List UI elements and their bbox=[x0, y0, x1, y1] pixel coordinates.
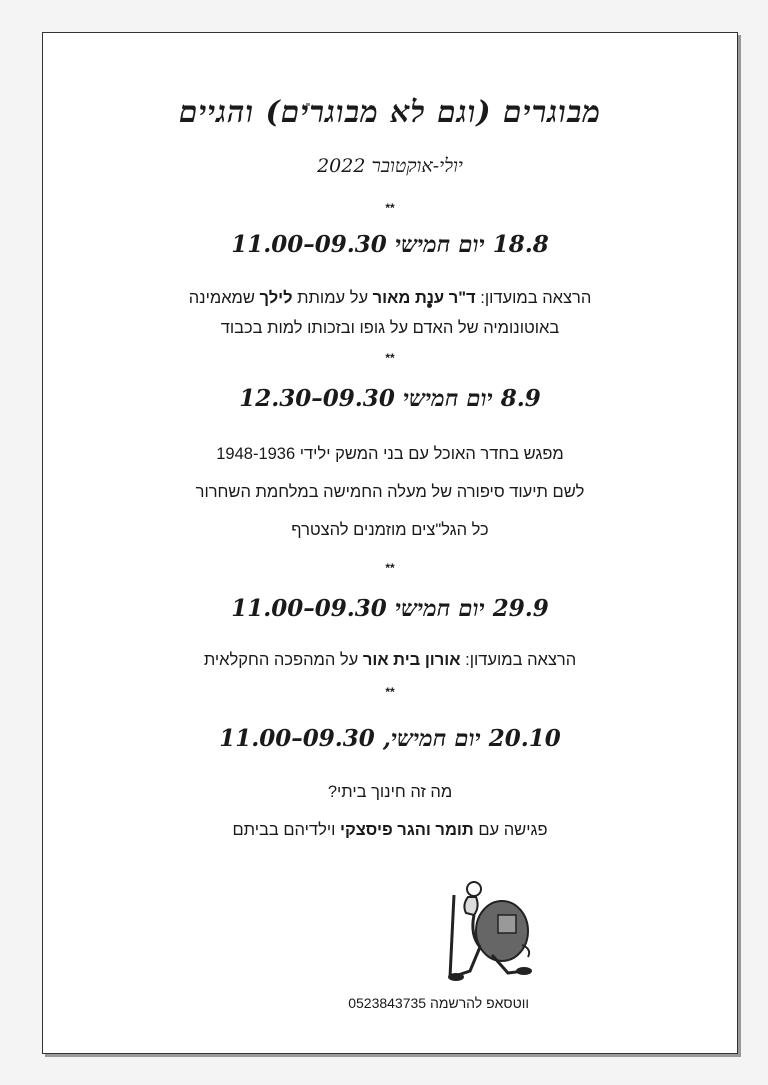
flyer-subtitle: יולי-אוקטובר 2022 bbox=[317, 155, 463, 177]
flyer-title: מבוגרים (וגם לא מבוגרים) והגיים bbox=[178, 95, 602, 130]
event-date: 20.10 יום חמישי, 09.30–11.00 bbox=[219, 725, 561, 752]
whatsapp-contact: ווטסאפ להרשמה 0523843735 bbox=[348, 995, 529, 1011]
event-description bbox=[43, 435, 737, 549]
text-line: פגישה עם תומר והגר פיסצקי וילדיהם בביתם bbox=[232, 821, 548, 839]
separator: ** bbox=[385, 685, 395, 699]
text-line: הרצאה במועדון: אורון בית אור על המהפכה החקלאית bbox=[203, 651, 577, 669]
text-line: מפגש בחדר האוכל עם בני המשק ילידי 1948-1936 bbox=[216, 445, 564, 463]
event-date: 8.9 יום חמישי 09.30–12.30 bbox=[239, 385, 541, 412]
separator: ** bbox=[385, 561, 395, 575]
event-date: 18.8 יום חמישי 09.30–11.00 bbox=[231, 231, 549, 258]
text-line: באוטונומיה של האדם על גופו ובזכותו למות בכבוד bbox=[220, 319, 560, 337]
bold-name: אורון בית אור bbox=[362, 651, 461, 669]
event-date: 29.9 יום חמישי 09.30–11.00 bbox=[231, 595, 549, 622]
text-line: מה זה חינוך ביתי? bbox=[327, 783, 453, 801]
hiker-illustration bbox=[440, 875, 540, 985]
text-line: לשם תיעוד סיפורה של מעלה החמישה במלחמת השחרור bbox=[195, 483, 585, 501]
text-line: הרצאה במועדון: ד"ר ענת מאור על עמותת לילך שמאמינה bbox=[188, 289, 592, 307]
flyer-page bbox=[42, 32, 738, 1054]
bold-name: לילך bbox=[259, 289, 293, 307]
event-description bbox=[43, 283, 737, 343]
separator: ** bbox=[385, 351, 395, 365]
event-description bbox=[43, 645, 737, 675]
event-description bbox=[43, 773, 737, 849]
bold-name: ד"ר ענת מאור bbox=[372, 289, 476, 307]
text-line: כל הגל"צים מוזמנים להצטרף bbox=[291, 521, 489, 539]
separator: ** bbox=[385, 201, 395, 215]
bold-name: תומר והגר פיסצקי bbox=[339, 821, 474, 839]
